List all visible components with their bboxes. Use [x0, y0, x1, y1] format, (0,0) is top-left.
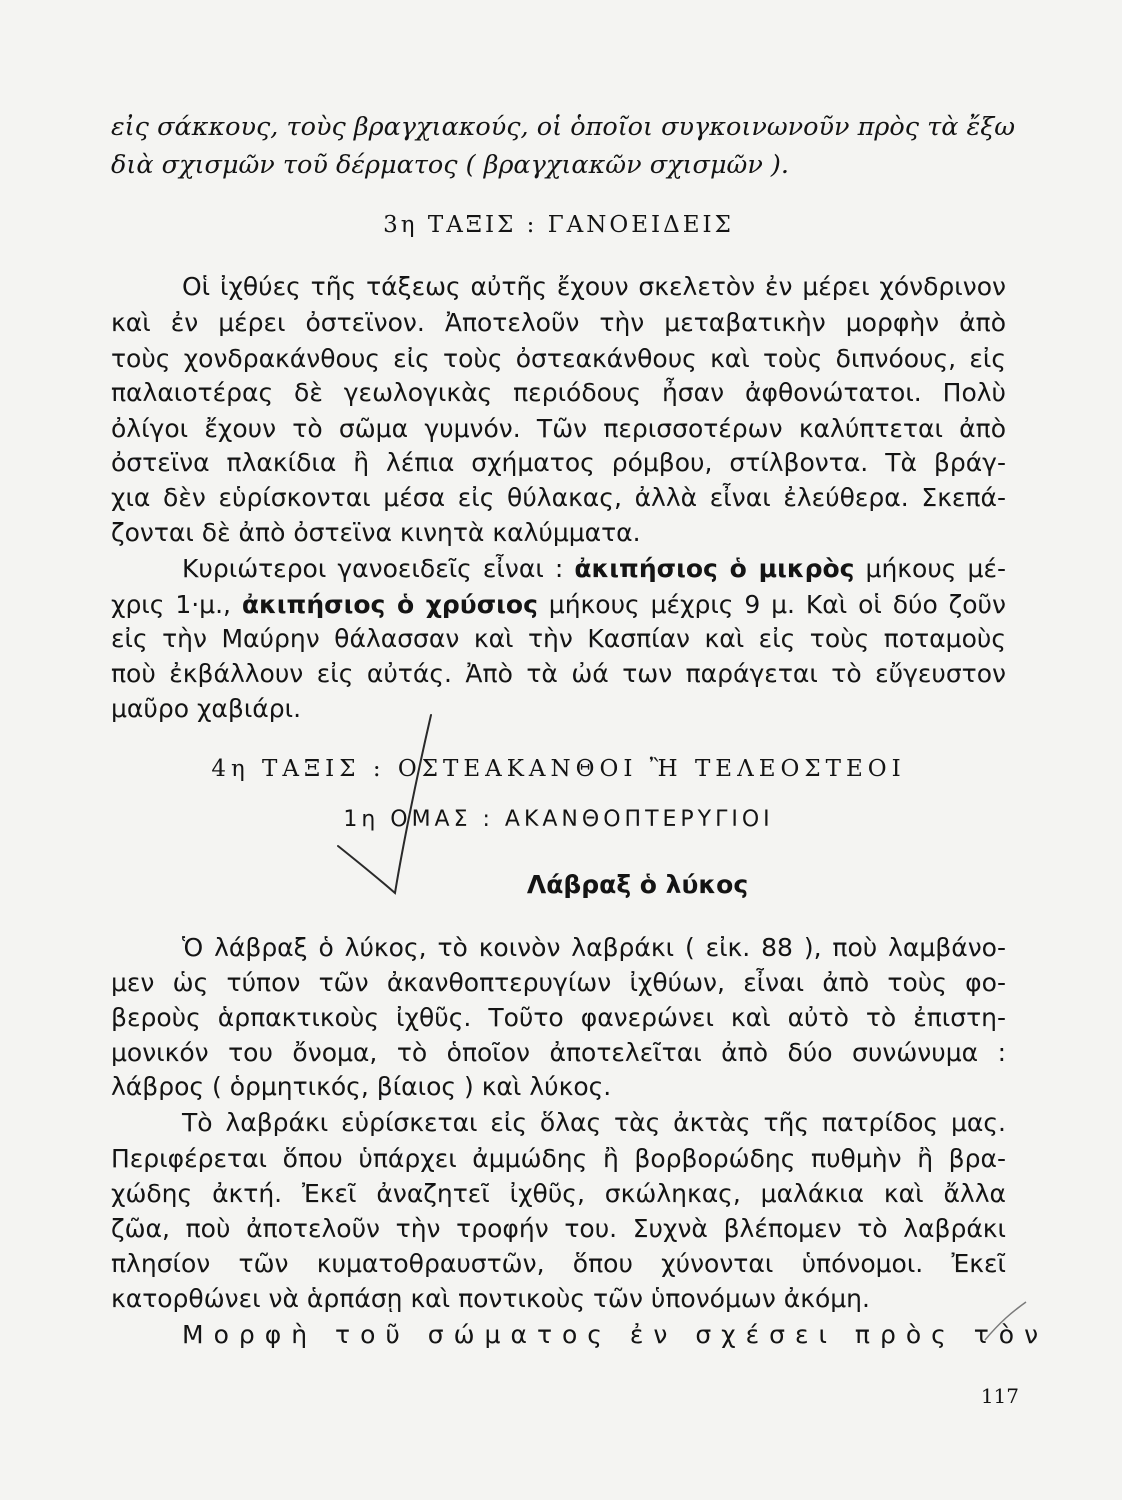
section-heading-ganoeideis: 3η ΤΑΞΙΣ : ΓΑΝΟΕΙΔΕΙΣ [383, 212, 734, 238]
species-name: ἀκιπήσιος ὁ χρύσιος [241, 590, 538, 619]
species-name: ἀκιπήσιος ὁ μικρὸς [574, 554, 855, 583]
subsection-title-labrax: Λάβραξ ὁ λύκος [526, 870, 749, 899]
paragraph-line: βεροὺς ἁρπακτικοὺς ἰχθῦς. Τοῦτο φανερώνει καὶ αὐτὸ τὸ ἐπιστη- [111, 1003, 1006, 1032]
paragraph-line: Τὸ λαβράκι εὑρίσκεται εἰς ὅλας τὰς ἀκτὰς τῆς πατρίδος μας. [182, 1108, 1006, 1137]
intro-line-1: εἰς σάκκους, τοὺς βραγχιακούς, οἱ ὁποῖοι συγκοινωνοῦν πρὸς τὰ ἔξω [111, 112, 1016, 142]
paragraph-line: χώδης ἀκτή. Ἐκεῖ ἀναζητεῖ ἰχθῦς, σκώληκας, μαλάκια καὶ ἄλλα [111, 1179, 1006, 1208]
text-run: Κυριώτεροι γανοειδεῖς εἶναι : [182, 554, 575, 583]
paragraph-line: κατορθώνει νὰ ἁρπάσῃ καὶ ποντικοὺς τῶν ὑπονόμων ἀκόμη. [111, 1284, 870, 1313]
paragraph-line-with-bold [111, 554, 1006, 583]
paragraph-line: ὀστεϊνα πλακίδια ἢ λέπια σχήματος ρόμβου, στίλβοντα. Τὰ βράγ- [111, 448, 1006, 477]
paragraph-line: Περιφέρεται ὅπου ὑπάρχει ἀμμώδης ἢ βορβορώδης πυθμὴν ἢ βρα- [111, 1144, 1006, 1173]
paragraph-line: εἰς τὴν Μαύρην θάλασσαν καὶ τὴν Κασπίαν καὶ εἰς τοὺς ποταμοὺς [111, 624, 1006, 653]
paragraph-line: παλαιοτέρας δὲ γεωλογικὰς περιόδους ἦσαν ἀφθονώτατοι. Πολὺ [111, 378, 1006, 407]
paragraph-line: ζονται δὲ ἀπὸ ὀστεϊνα κινητὰ καλύμματα. [111, 518, 641, 547]
paragraph-line-with-bold [111, 590, 1006, 619]
paragraph-line: χια δὲν εὑρίσκονται μέσα εἰς θύλακας, ἀλλὰ εἶναι ἐλεύθερα. Σκεπά- [111, 483, 1006, 512]
paragraph-line: μονικόν του ὄνομα, τὸ ὁποῖον ἀποτελεῖται ἀπὸ δύο συνώνυμα : [111, 1038, 1006, 1067]
text-run: χρις 1·μ., [111, 590, 242, 619]
paragraph-line: μεν ὡς τύπον τῶν ἀκανθοπτερυγίων ἰχθύων, εἶναι ἀπὸ τοὺς φο- [111, 968, 1006, 997]
paragraph-line: Οἱ ἰχθύες τῆς τάξεως αὐτῆς ἔχουν σκελετὸν ἐν μέρει χόνδρινον [182, 272, 1006, 301]
paragraph-line: τοὺς χονδρακάνθους εἰς τοὺς ὀστεακάνθους καὶ τοὺς διπνόους, εἰς [111, 344, 1006, 373]
group-heading-akanthopterygioi: 1η ΟΜΑΣ : ΑΚΑΝΘΟΠΤΕΡΥΓΙΟΙ [343, 807, 774, 832]
paragraph-line: καὶ ἐν μέρει ὀστεϊνον. Ἀποτελοῦν τὴν μεταβατικὴν μορφὴν ἀπὸ [111, 308, 1006, 337]
paragraph-line: λάβρος ( ὁρμητικός, βίαιος ) καὶ λύκος. [111, 1072, 612, 1101]
paragraph-line-spaced: Μορφὴ τοῦ σώματος ἐν σχέσει πρὸς τὸν [182, 1320, 1049, 1349]
paragraph-line: Ὁ λάβραξ ὁ λύκος, τὸ κοινὸν λαβράκι ( εἰκ. 88 ), ποὺ λαμβάνο- [182, 933, 1006, 962]
paragraph-line: ποὺ ἐκβάλλουν εἰς αὐτάς. Ἀπὸ τὰ ὠά των παράγεται τὸ εὔγευστον [111, 659, 1006, 688]
page-number: 117 [980, 1384, 1019, 1408]
intro-line-2: διὰ σχισμῶν τοῦ δέρματος ( βραγχιακῶν σχισμῶν ). [111, 150, 789, 180]
paragraph-line: μαῦρο χαβιάρι. [111, 694, 302, 723]
paragraph-line: πλησίον τῶν κυματοθραυστῶν, ὅπου χύνονται ὑπόνομοι. Ἐκεῖ [111, 1249, 1006, 1278]
paragraph-line: ζῶα, ποὺ ἀποτελοῦν τὴν τροφήν του. Συχνὰ βλέπομεν τὸ λαβράκι [111, 1214, 1006, 1243]
text-run: μήκους μέχρις 9 μ. Καὶ οἱ δύο ζοῦν [537, 590, 1006, 619]
paragraph-line: ὀλίγοι ἔχουν τὸ σῶμα γυμνόν. Τῶν περισσοτέρων καλύπτεται ἀπὸ [111, 414, 1006, 443]
text-run: μήκους μέ- [854, 554, 1006, 583]
section-heading-osteakanthoi: 4η ΤΑΞΙΣ : ΟΣΤΕΑΚΑΝΘΟΙ Ἢ ΤΕΛΕΟΣΤΕΟΙ [211, 756, 906, 782]
